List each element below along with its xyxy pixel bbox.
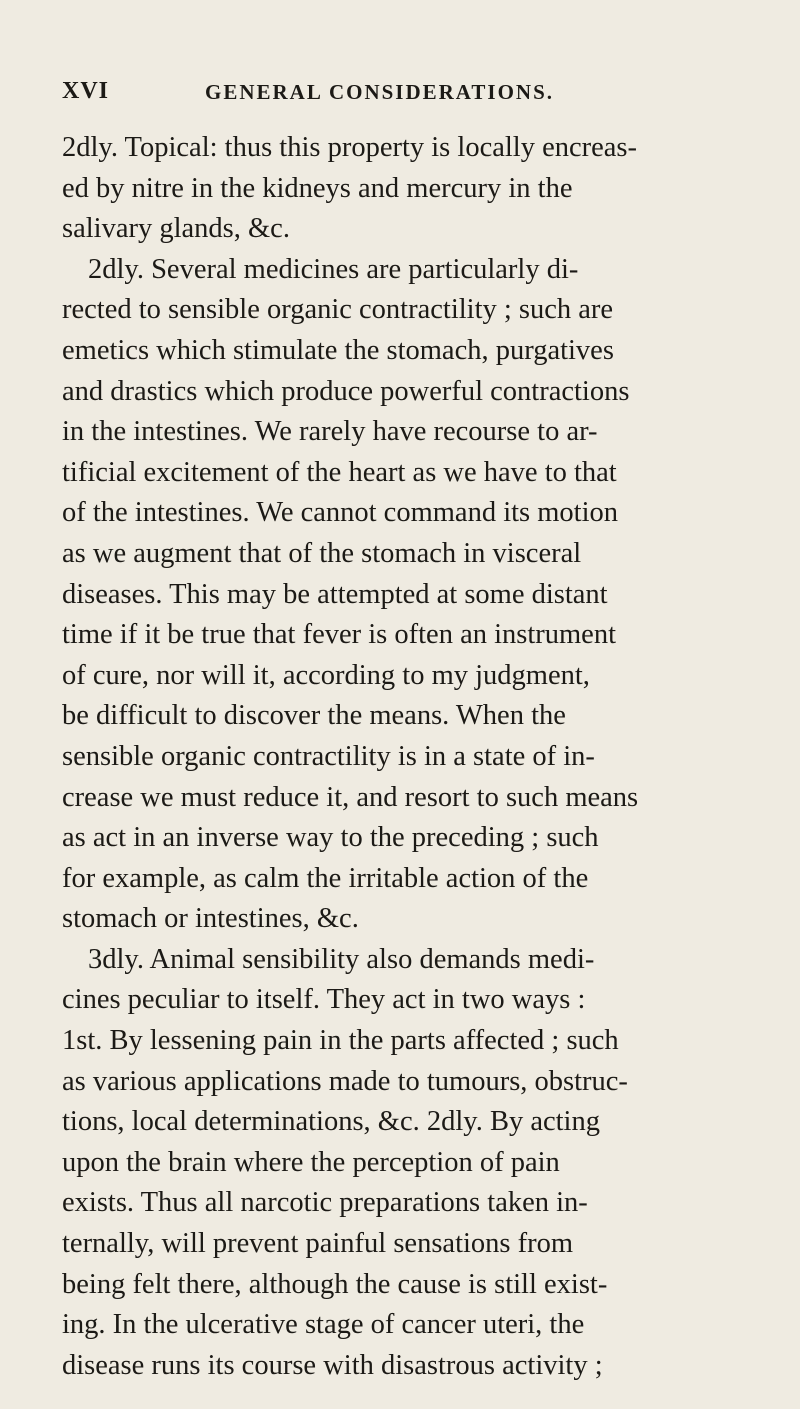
text-line: in the intestines. We rarely have recourse to ar- [62,416,598,448]
text-line: time if it be true that fever is often an instrument [62,619,616,651]
text-line: of the intestines. We cannot command its motion [62,497,619,529]
running-head: GENERAL CONSIDERATIONS. [205,80,555,104]
text-line: as we augment that of the stomach in visceral [62,537,582,569]
text-line: crease we must reduce it, and resort to such means [62,781,639,813]
page-header [62,78,762,108]
text-line: cines peculiar to itself. They act in two ways : [62,984,586,1016]
page-number: XVI [62,78,110,104]
text-line: ing. In the ulcerative stage of cancer uteri, the [62,1309,585,1341]
text-line: emetics which stimulate the stomach, purgatives [62,334,614,366]
text-line: exists. Thus all narcotic preparations taken in- [62,1187,588,1219]
text-line: ed by nitre in the kidneys and mercury in the [62,172,573,204]
text-line: upon the brain where the perception of pain [62,1146,560,1178]
text-line: and drastics which produce powerful contractions [62,375,630,407]
text-line: 1st. By lessening pain in the parts affected ; such [62,1025,619,1057]
text-line: as act in an inverse way to the preceding ; such [62,822,599,854]
text-line: sensible organic contractility is in a state of in- [62,740,595,772]
text-line: disease runs its course with disastrous activity ; [62,1349,603,1381]
text-line: as various applications made to tumours, obstruc- [62,1065,628,1097]
text-line: for example, as calm the irritable action of the [62,862,589,894]
text-line: diseases. This may be attempted at some distant [62,578,608,610]
text-line: tificial excitement of the heart as we have to that [62,456,617,488]
text-line: 2dly. Topical: thus this property is locally encreas- [62,132,637,163]
text-line: salivary glands, &c. [62,213,290,245]
text-line: ternally, will prevent painful sensations from [62,1228,574,1260]
text-line: stomach or intestines, &c. [62,903,359,935]
text-line: 3dly. Animal sensibility also demands medi- [88,943,595,975]
text-line: tions, local determinations, &c. 2dly. By acting [62,1106,600,1138]
text-line: being felt there, although the cause is still exist- [62,1268,608,1300]
text-line: 2dly. Several medicines are particularly di- [88,253,579,285]
text-line: be difficult to discover the means. When the [62,700,566,732]
text-line: of cure, nor will it, according to my judgment, [62,659,590,691]
body-text [62,128,762,1386]
text-line: rected to sensible organic contractility ; such are [62,294,614,326]
